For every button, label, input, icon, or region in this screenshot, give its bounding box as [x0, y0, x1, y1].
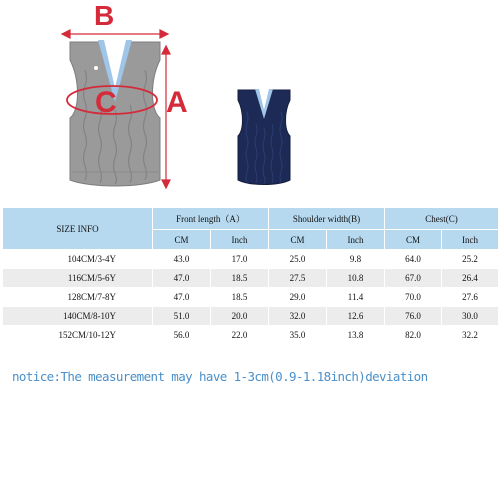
size-cell: 152CM/10-12Y: [3, 326, 153, 345]
value-cell: 18.5: [211, 288, 269, 307]
value-cell: 70.0: [385, 288, 442, 307]
value-cell: 13.8: [327, 326, 385, 345]
size-info-header: SIZE INFO: [3, 208, 153, 250]
width-b-arrow: [62, 30, 168, 38]
value-cell: 18.5: [211, 269, 269, 288]
measurement-notice: notice:The measurement may have 1-3cm(0.9-1.18inch)deviation: [12, 369, 428, 384]
unit-header: CM: [385, 230, 442, 250]
value-cell: 27.6: [442, 288, 499, 307]
table-row: [3, 307, 499, 326]
value-cell: 25.0: [269, 250, 327, 269]
label-b: B: [94, 0, 115, 31]
navy-vest-image: [238, 89, 290, 185]
size-cell: 140CM/8-10Y: [3, 307, 153, 326]
value-cell: 12.6: [327, 307, 385, 326]
value-cell: 67.0: [385, 269, 442, 288]
unit-header: Inch: [442, 230, 499, 250]
value-cell: 29.0: [269, 288, 327, 307]
value-cell: 10.8: [327, 269, 385, 288]
value-cell: 20.0: [211, 307, 269, 326]
value-cell: 32.0: [269, 307, 327, 326]
value-cell: 17.0: [211, 250, 269, 269]
value-cell: 11.4: [327, 288, 385, 307]
table-row: [3, 288, 499, 307]
value-cell: 27.5: [269, 269, 327, 288]
size-cell: 128CM/7-8Y: [3, 288, 153, 307]
size-cell: 104CM/3-4Y: [3, 250, 153, 269]
value-cell: 22.0: [211, 326, 269, 345]
size-cell: 116CM/5-6Y: [3, 269, 153, 288]
value-cell: 25.2: [442, 250, 499, 269]
chest-header: Chest(C): [385, 208, 499, 230]
unit-header: CM: [153, 230, 211, 250]
label-c: C: [95, 86, 117, 119]
value-cell: 64.0: [385, 250, 442, 269]
value-cell: 30.0: [442, 307, 499, 326]
label-a: A: [166, 86, 188, 119]
unit-header: CM: [269, 230, 327, 250]
value-cell: 35.0: [269, 326, 327, 345]
unit-header: Inch: [211, 230, 269, 250]
unit-header: Inch: [327, 230, 385, 250]
table-row: [3, 250, 499, 269]
shoulder-width-header: Shoulder width(B): [269, 208, 385, 230]
value-cell: 56.0: [153, 326, 211, 345]
value-cell: 51.0: [153, 307, 211, 326]
value-cell: 26.4: [442, 269, 499, 288]
value-cell: 43.0: [153, 250, 211, 269]
value-cell: 32.2: [442, 326, 499, 345]
front-length-header: Front length（A）: [153, 208, 269, 230]
value-cell: 82.0: [385, 326, 442, 345]
value-cell: 47.0: [153, 288, 211, 307]
table-header-row: [3, 208, 499, 230]
value-cell: 9.8: [327, 250, 385, 269]
table-row: [3, 269, 499, 288]
size-chart-table: [2, 207, 499, 345]
table-row: [3, 326, 499, 345]
value-cell: 76.0: [385, 307, 442, 326]
vest-illustration: [0, 0, 500, 205]
value-cell: 47.0: [153, 269, 211, 288]
